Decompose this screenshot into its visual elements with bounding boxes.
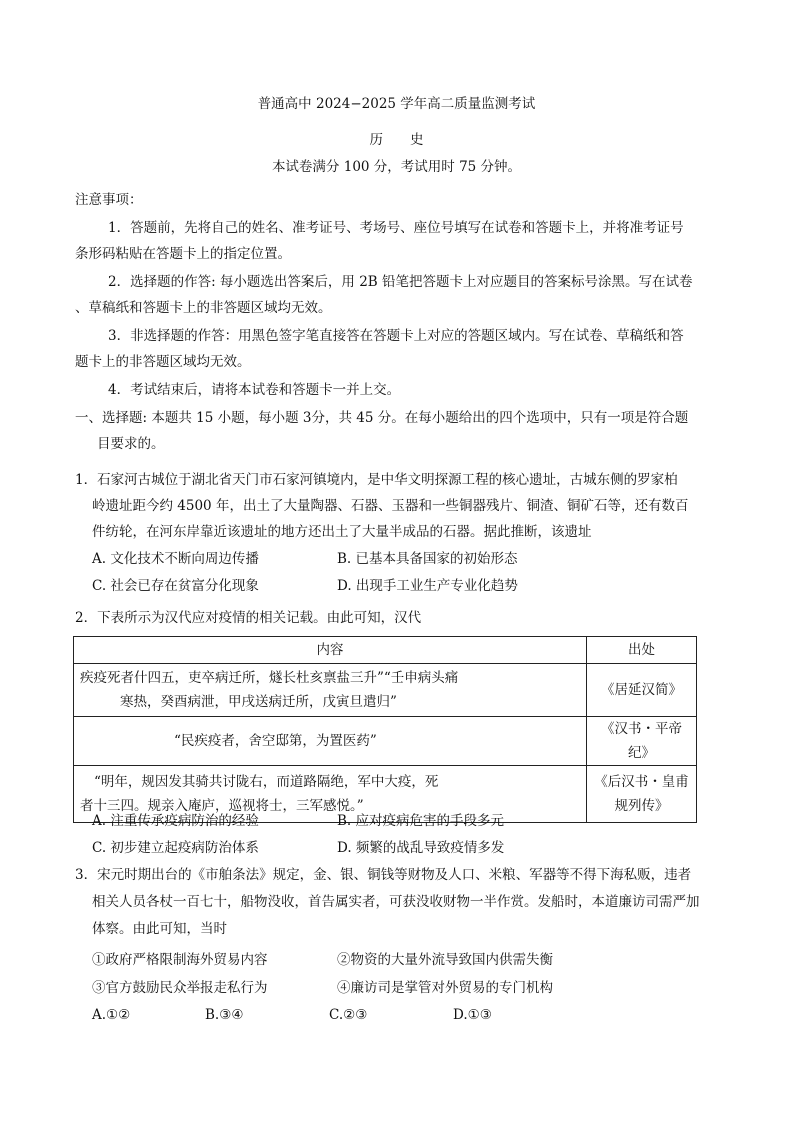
q3-statement-3: ③官方鼓励民众举报走私行为 bbox=[92, 980, 268, 996]
note-3-line-1: 3．非选择题的作答：用黑色签字笔直接答在答题卡上对应的答题区域内。写在试卷、草稿纸和答 bbox=[108, 328, 684, 344]
q3-stem-line-2: 相关人员各杖一百七十，船物没收，首告属实者，可获没收财物一半作赏。发船时，本道廉访司需严加 bbox=[92, 894, 700, 910]
section-heading-line-2: 目要求的。 bbox=[97, 436, 165, 452]
note-3-line-2: 题卡上的非答题区域均无效。 bbox=[75, 354, 251, 370]
q1-option-b: B. 已基本具备国家的初始形态 bbox=[337, 551, 518, 567]
row-2-source: 《汉书・平帝纪》 bbox=[587, 717, 697, 766]
q2-option-a: A. 注重传承疫病防治的经验 bbox=[92, 813, 259, 829]
q3-statement-2: ②物资的大量外流导致国内供需失衡 bbox=[337, 952, 553, 968]
row-1-content bbox=[74, 664, 587, 717]
table-header-row bbox=[74, 637, 697, 664]
q1-option-c: C. 社会已存在贫富分化现象 bbox=[92, 578, 259, 594]
header-content: 内容 bbox=[74, 637, 587, 664]
note-4: 4．考试结束后，请将本试卷和答题卡一并上交。 bbox=[108, 382, 401, 398]
note-1-line-1: 1．答题前，先将自己的姓名、准考证号、考场号、座位号填写在试卷和答题卡上，并将准考证号 bbox=[108, 220, 684, 236]
q3-stem-line-3: 体察。由此可知，当时 bbox=[92, 921, 227, 937]
row-2-content: “民疾疫者，舍空邸第，为置医药” bbox=[74, 717, 587, 766]
exam-title: 普通高中 2024−2025 学年高二质量监测考试 bbox=[257, 96, 536, 112]
q2-option-b: B. 应对疫病危害的手段多元 bbox=[337, 813, 505, 829]
q2-option-c: C. 初步建立起疫病防治体系 bbox=[92, 840, 259, 856]
q1-stem-line-1: 1．石家河古城位于湖北省天门市石家河镇境内，是中华文明探源工程的核心遗址，古城东侧的罗家柏 bbox=[75, 472, 678, 488]
q2-option-d: D. 频繁的战乱导致疫情多发 bbox=[337, 840, 505, 856]
q1-stem-line-2: 岭遗址距今约 4500 年，出土了大量陶器、石器、玉器和一些铜器残片、铜渣、铜矿石等，还有数百 bbox=[92, 498, 689, 514]
subject-title: 历 史 bbox=[369, 132, 424, 148]
q1-option-d: D. 出现手工业生产专业化趋势 bbox=[337, 578, 518, 594]
q3-option-c: C.②③ bbox=[329, 1007, 368, 1023]
q3-option-a: A.①② bbox=[92, 1007, 131, 1023]
table-row bbox=[74, 664, 697, 717]
row-1-content-line-2: 寒热，癸酉病泄，甲戌送病迁所，戊寅旦遣归” bbox=[120, 694, 397, 710]
q3-stem-line-1: 3．宋元时期出台的《市舶条法》规定，金、银、铜钱等财物及人口、米粮、军器等不得下海私贩，违者 bbox=[75, 867, 692, 883]
q2-stem: 2．下表所示为汉代应对疫情的相关记载。由此可知，汉代 bbox=[75, 610, 422, 626]
q1-option-a: A. 文化技术不断向周边传播 bbox=[92, 551, 259, 567]
table-row bbox=[74, 717, 697, 766]
note-1-line-2: 条形码粘贴在答题卡上的指定位置。 bbox=[75, 246, 291, 262]
row-1-content-line-1: 疾疫死者什四五，吏卒病迁所，燧长杜亥禀盐三升”“壬申病头痛 bbox=[80, 670, 459, 686]
note-2-line-2: 、草稿纸和答题卡上的非答题区域均无效。 bbox=[75, 300, 332, 316]
q2-records-table bbox=[73, 636, 697, 823]
row-3-content-line-1: “明年，规因发其骑共讨陇右，而道路隔绝，军中大疫，死 bbox=[94, 774, 439, 790]
q3-statement-1: ①政府严格限制海外贸易内容 bbox=[92, 952, 268, 968]
section-heading-line-1: 一、选择题: 本题共 15 小题，每小题 3分，共 45 分。在每小题给出的四个选项中，只有一项是符合题 bbox=[75, 410, 689, 426]
q3-option-b: B.③④ bbox=[205, 1007, 244, 1023]
q3-statement-4: ④廉访司是掌管对外贸易的专门机构 bbox=[337, 980, 553, 996]
row-3-content-line-2: 者十三四。规亲入庵庐，巡视将士，三军感悦。” bbox=[80, 798, 364, 814]
note-2-line-1: 2．选择题的作答: 每小题选出答案后，用 2B 铅笔把答题卡上对应题目的答案标号涂黑。写在试卷 bbox=[108, 274, 693, 290]
notes-heading: 注意事项： bbox=[75, 192, 143, 208]
q3-option-d: D.①③ bbox=[453, 1007, 492, 1023]
q1-stem-line-3: 件纺轮，在河东岸靠近该遗址的地方还出土了大量半成品的石器。据此推断，该遗址 bbox=[92, 524, 592, 540]
exam-info: 本试卷满分 100 分，考试用时 75 分钟。 bbox=[271, 159, 522, 175]
row-1-source: 《居延汉简》 bbox=[587, 664, 697, 717]
row-3-source: 《后汉书・皇甫规列传》 bbox=[587, 766, 697, 823]
header-source: 出处 bbox=[587, 637, 697, 664]
